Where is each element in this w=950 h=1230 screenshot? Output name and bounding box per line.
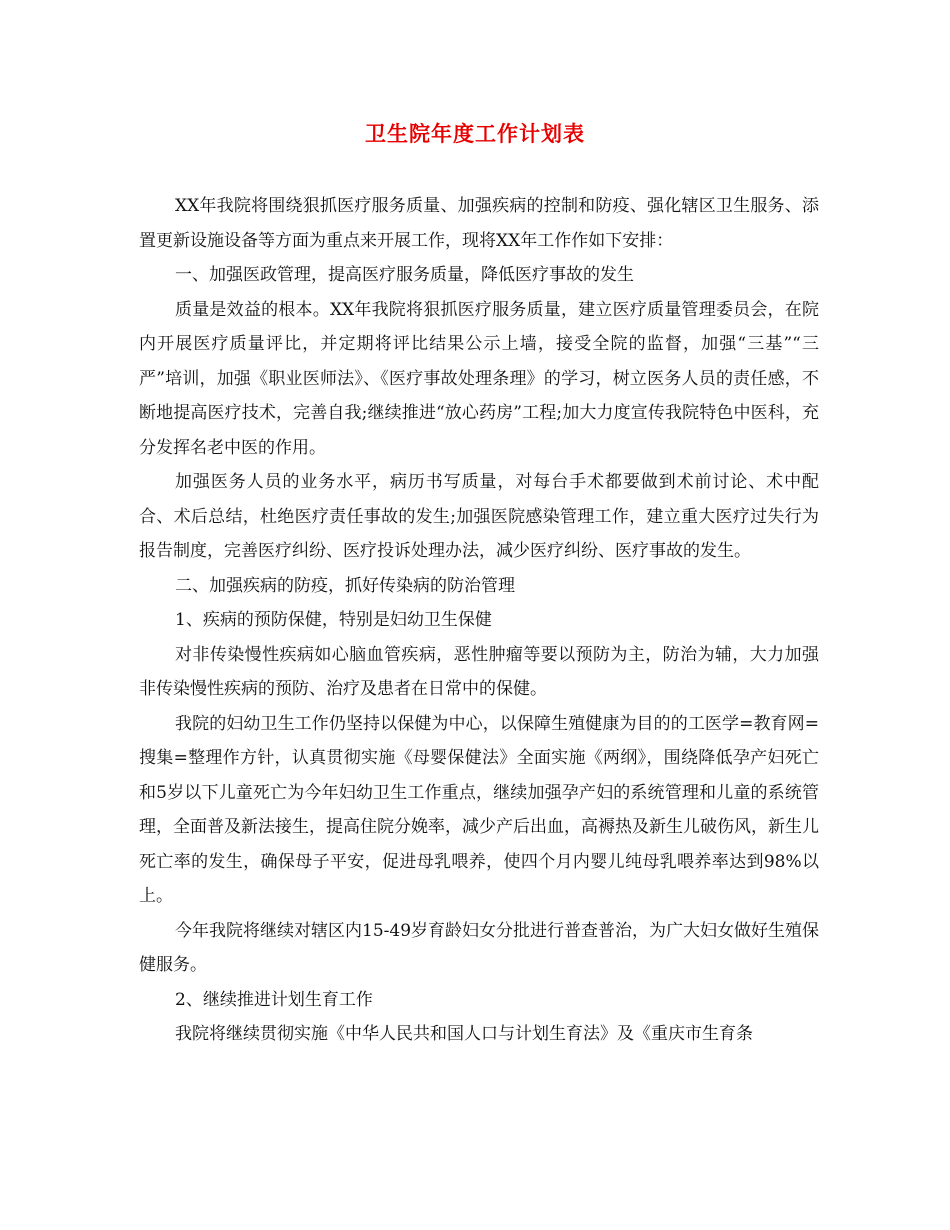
section-heading-2: 二、加强疾病的防疫，抓好传染病的防治管理 bbox=[175, 575, 515, 596]
quality-paragraph: 质量是效益的根本。XX年我院将狠抓医疗服务质量，建立医疗质量管理委员会，在院内开展医疗质量评比，并定期将评比结果公示上墙，接受全院的监督，加强“三基”“三严”培训，加强《职业医师法》、《医疗事故处理条理》的学习，树立医务人员的责任感，不断地提高医疗技术，完善自我;继续推进“放心药房”工程;加大力度宣传我院特色中医科，充分发挥名老中医的作用。 bbox=[139, 299, 819, 458]
chronic-disease-paragraph: 对非传染慢性疾病如心脑血管疾病，恶性肿瘤等要以预防为主，防治为辅，大力加强非传染慢性疾病的预防、治疗及患者在日常中的保健。 bbox=[139, 644, 819, 699]
intro-paragraph: XX年我院将围绕狠抓医疗服务质量、加强疾病的控制和防疫、强化辖区卫生服务、添置更新设施设备等方面为重点来开展工作，现将XX年工作作如下安排： bbox=[139, 196, 819, 251]
document-body bbox=[139, 189, 819, 1052]
section-heading-1: 一、加强医政管理，提高医疗服务质量，降低医疗事故的发生 bbox=[175, 265, 634, 285]
document-title: 卫生院年度工作计划表 bbox=[365, 122, 585, 146]
women-screening-paragraph: 今年我院将继续对辖区内15-49岁育龄妇女分批进行普查普治，为广大妇女做好生殖保健服务。 bbox=[139, 920, 820, 975]
subsection-heading-1: 1、疾病的预防保健，特别是妇幼卫生保健 bbox=[175, 610, 492, 630]
staff-skill-paragraph: 加强医务人员的业务水平，病历书写质量，对每台手术都要做到术前讨论、术中配合、术后总结，杜绝医疗责任事故的发生;加强医院感染管理工作，建立重大医疗过失行为报告制度，完善医疗纠纷、医疗投诉处理办法，减少医疗纠纷、医疗事故的发生。 bbox=[139, 472, 819, 561]
subsection-heading-2: 2、继续推进计划生育工作 bbox=[175, 989, 373, 1010]
family-planning-paragraph: 我院将继续贯彻实施《中华人民共和国人口与计划生育法》及《重庆市生育条 bbox=[175, 1024, 753, 1044]
maternal-child-paragraph: 我院的妇幼卫生工作仍坚持以保健为中心，以保障生殖健康为目的的工医学=教育网=搜集=整理作方针，认真贯彻实施《母婴保健法》全面实施《两纲》，围绕降低孕产妇死亡和5岁以下儿童死亡为今年妇幼卫生工作重点，继续加强孕产妇的系统管理和儿童的系统管理，全面普及新法接生，提高住院分娩率，减少产后出血，高褥热及新生儿破伤风，新生儿死亡率的发生，确保母子平安，促进母乳喂养，使四个月内婴儿纯母乳喂养率达到98%以上。 bbox=[139, 713, 819, 906]
